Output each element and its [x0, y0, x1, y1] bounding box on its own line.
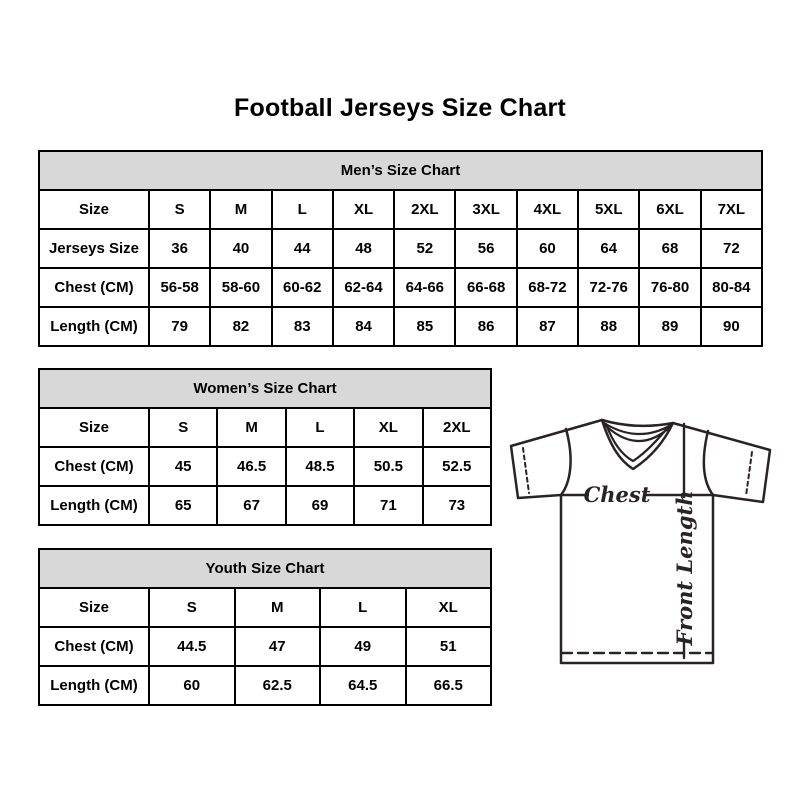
value-cell: 47	[235, 627, 321, 666]
value-cell: L	[286, 408, 354, 447]
value-cell: 65	[149, 486, 217, 525]
value-cell: 86	[455, 307, 516, 346]
jersey-diagram-svg	[505, 398, 775, 688]
value-cell: 52	[394, 229, 455, 268]
value-cell: 5XL	[578, 190, 639, 229]
value-cell: 2XL	[423, 408, 491, 447]
value-cell: S	[149, 190, 210, 229]
value-cell: 72	[701, 229, 762, 268]
value-cell: 76-80	[639, 268, 700, 307]
row-label-cell: Chest (CM)	[39, 447, 149, 486]
value-cell: 80-84	[701, 268, 762, 307]
value-cell: 6XL	[639, 190, 700, 229]
value-cell: 90	[701, 307, 762, 346]
table-row	[39, 229, 762, 268]
value-cell: 58-60	[210, 268, 271, 307]
value-cell: 68-72	[517, 268, 578, 307]
value-cell: 89	[639, 307, 700, 346]
table-title: Women’s Size Chart	[39, 369, 491, 408]
row-label-cell: Size	[39, 408, 149, 447]
womens-size-table	[38, 368, 492, 526]
value-cell: 84	[333, 307, 394, 346]
value-cell: 51	[406, 627, 492, 666]
value-cell: 46.5	[217, 447, 285, 486]
table-row	[39, 408, 491, 447]
value-cell: 4XL	[517, 190, 578, 229]
value-cell: M	[235, 588, 321, 627]
value-cell: 87	[517, 307, 578, 346]
row-label-cell: Size	[39, 190, 149, 229]
value-cell: 52.5	[423, 447, 491, 486]
value-cell: XL	[406, 588, 492, 627]
value-cell: 48	[333, 229, 394, 268]
value-cell: XL	[333, 190, 394, 229]
value-cell: 64-66	[394, 268, 455, 307]
value-cell: L	[320, 588, 406, 627]
front-length-label-group	[672, 491, 697, 647]
table-row	[39, 190, 762, 229]
value-cell: S	[149, 408, 217, 447]
row-label-cell: Length (CM)	[39, 307, 149, 346]
value-cell: 60	[517, 229, 578, 268]
value-cell: 62-64	[333, 268, 394, 307]
value-cell: 56	[455, 229, 516, 268]
value-cell: 72-76	[578, 268, 639, 307]
value-cell: 56-58	[149, 268, 210, 307]
value-cell: 67	[217, 486, 285, 525]
value-cell: 73	[423, 486, 491, 525]
page-title: Football Jerseys Size Chart	[234, 94, 566, 122]
table-row	[39, 447, 491, 486]
value-cell: 85	[394, 307, 455, 346]
table-row	[39, 268, 762, 307]
value-cell: 79	[149, 307, 210, 346]
value-cell: 44	[272, 229, 333, 268]
value-cell: 60	[149, 666, 235, 705]
value-cell: 64.5	[320, 666, 406, 705]
value-cell: L	[272, 190, 333, 229]
row-label-cell: Length (CM)	[39, 486, 149, 525]
value-cell: 62.5	[235, 666, 321, 705]
youth-size-table	[38, 548, 492, 706]
table-title-row	[39, 549, 491, 588]
table-row	[39, 588, 491, 627]
value-cell: M	[217, 408, 285, 447]
value-cell: 44.5	[149, 627, 235, 666]
table-title: Men’s Size Chart	[39, 151, 762, 190]
table-row	[39, 627, 491, 666]
value-cell: 36	[149, 229, 210, 268]
value-cell: 66-68	[455, 268, 516, 307]
value-cell: S	[149, 588, 235, 627]
front-length-label: Front Length	[672, 490, 697, 646]
value-cell: 2XL	[394, 190, 455, 229]
row-label-cell: Chest (CM)	[39, 268, 149, 307]
value-cell: 7XL	[701, 190, 762, 229]
value-cell: 66.5	[406, 666, 492, 705]
table-row	[39, 307, 762, 346]
value-cell: 69	[286, 486, 354, 525]
value-cell: XL	[354, 408, 422, 447]
value-cell: 68	[639, 229, 700, 268]
value-cell: 50.5	[354, 447, 422, 486]
jersey-measurement-diagram	[505, 398, 775, 688]
value-cell: 49	[320, 627, 406, 666]
value-cell: 88	[578, 307, 639, 346]
value-cell: M	[210, 190, 271, 229]
table-title: Youth Size Chart	[39, 549, 491, 588]
value-cell: 45	[149, 447, 217, 486]
value-cell: 64	[578, 229, 639, 268]
table-row	[39, 666, 491, 705]
value-cell: 82	[210, 307, 271, 346]
value-cell: 83	[272, 307, 333, 346]
value-cell: 48.5	[286, 447, 354, 486]
table-row	[39, 486, 491, 525]
row-label-cell: Size	[39, 588, 149, 627]
value-cell: 71	[354, 486, 422, 525]
row-label-cell: Jerseys Size	[39, 229, 149, 268]
row-label-cell: Length (CM)	[39, 666, 149, 705]
value-cell: 60-62	[272, 268, 333, 307]
chest-label: Chest	[583, 482, 651, 507]
row-label-cell: Chest (CM)	[39, 627, 149, 666]
table-title-row	[39, 369, 491, 408]
value-cell: 40	[210, 229, 271, 268]
value-cell: 3XL	[455, 190, 516, 229]
mens-size-table	[38, 150, 763, 347]
table-title-row	[39, 151, 762, 190]
